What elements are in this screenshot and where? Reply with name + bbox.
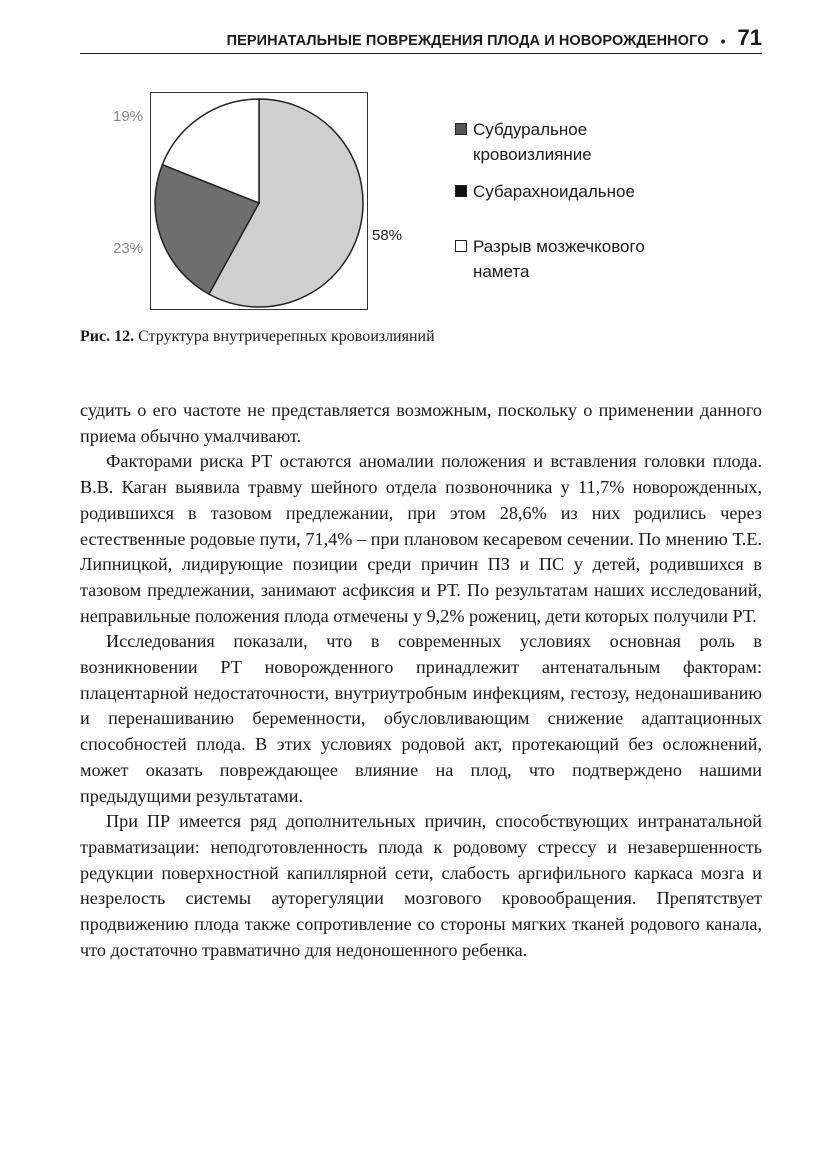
legend-item-tentorium [455,234,725,284]
legend-label-subarachnoid: Субарахноидальное [473,182,635,201]
legend-swatch-subarachnoid [455,185,467,197]
paragraph: При ПР имеется ряд дополнительных причин, способствующих интранатальной травматизации: неподготовленность плода к родовому стрессу и незавершенность редукции поверхностной капиллярной сети, слабость аргифильного каркаса мозга и незрелость системы ауторегуляции мозгового кровообращения. Препятствует продвижению плода также сопротивление со стороны мягких тканей родового канала, что достаточно травматично для недоношенного ребенка. [80,811,762,960]
paragraph: судить о его частоте не представляется возможным, поскольку о применении данного приема обычно умалчивают. [80,400,762,446]
figure-caption [80,328,435,346]
legend-label-tentorium: Разрыв мозжечкового намета [473,237,645,281]
chart-legend [455,117,725,296]
page-number: 71 [737,25,762,50]
legend-item-subarachnoid [455,179,725,204]
legend-item-subdural [455,117,725,167]
legend-swatch-tentorium [455,240,467,252]
figure-caption-text: Структура внутричерепных кровоизлияний [134,328,435,345]
legend-label-subdural: Субдуральное кровоизлияние [473,120,592,164]
body-text [80,398,762,963]
paragraph: Факторами риска РТ остаются аномалии положения и вставления головки плода. В.В. Каган выявила травму шейного отдела позвоночника у 11,7% новорожденных, родившихся в тазовом предлежании, при этом 28,6% из них родились через естественные родовые пути, 71,4% – при плановом кесаревом сечении. По мнению Т.Е. Липницкой, лидирующие позиции среди причин ПЗ и ПС у детей, родившихся в тазовом предлежании, занимают асфиксия и РТ. По результатам наших исследований, неправильные положения плода отмечены у 9,2% рожениц, дети которых получили РТ. [80,451,762,626]
pie-label-23: 23% [113,240,144,257]
figure-number: Рис. 12. [80,328,135,345]
legend-swatch-subdural [455,123,467,135]
pie-label-58: 58% [372,227,403,244]
paragraph: Исследования показали, что в современных условиях основная роль в возникновении РТ новорожденного принадлежит антенатальным факторам: плацентарной недостаточности, внутриутробным инфекциям, гестозу, недонашиванию и перенашиванию беременности, обусловливающим снижение адаптационных способностей плода. В этих условиях родовой акт, протекающий без осложнений, может оказать повреждающее влияние на плод, что подтверждено нашими предыдущими результатами. [80,631,762,806]
running-header-title: ПЕРИНАТАЛЬНЫЕ ПОВРЕЖДЕНИЯ ПЛОДА И НОВОРОЖДЕННОГО [226,33,709,49]
header-bullet: • [720,33,726,49]
running-header [80,24,762,54]
pie-label-19: 19% [113,108,144,125]
pie-chart [150,92,368,310]
